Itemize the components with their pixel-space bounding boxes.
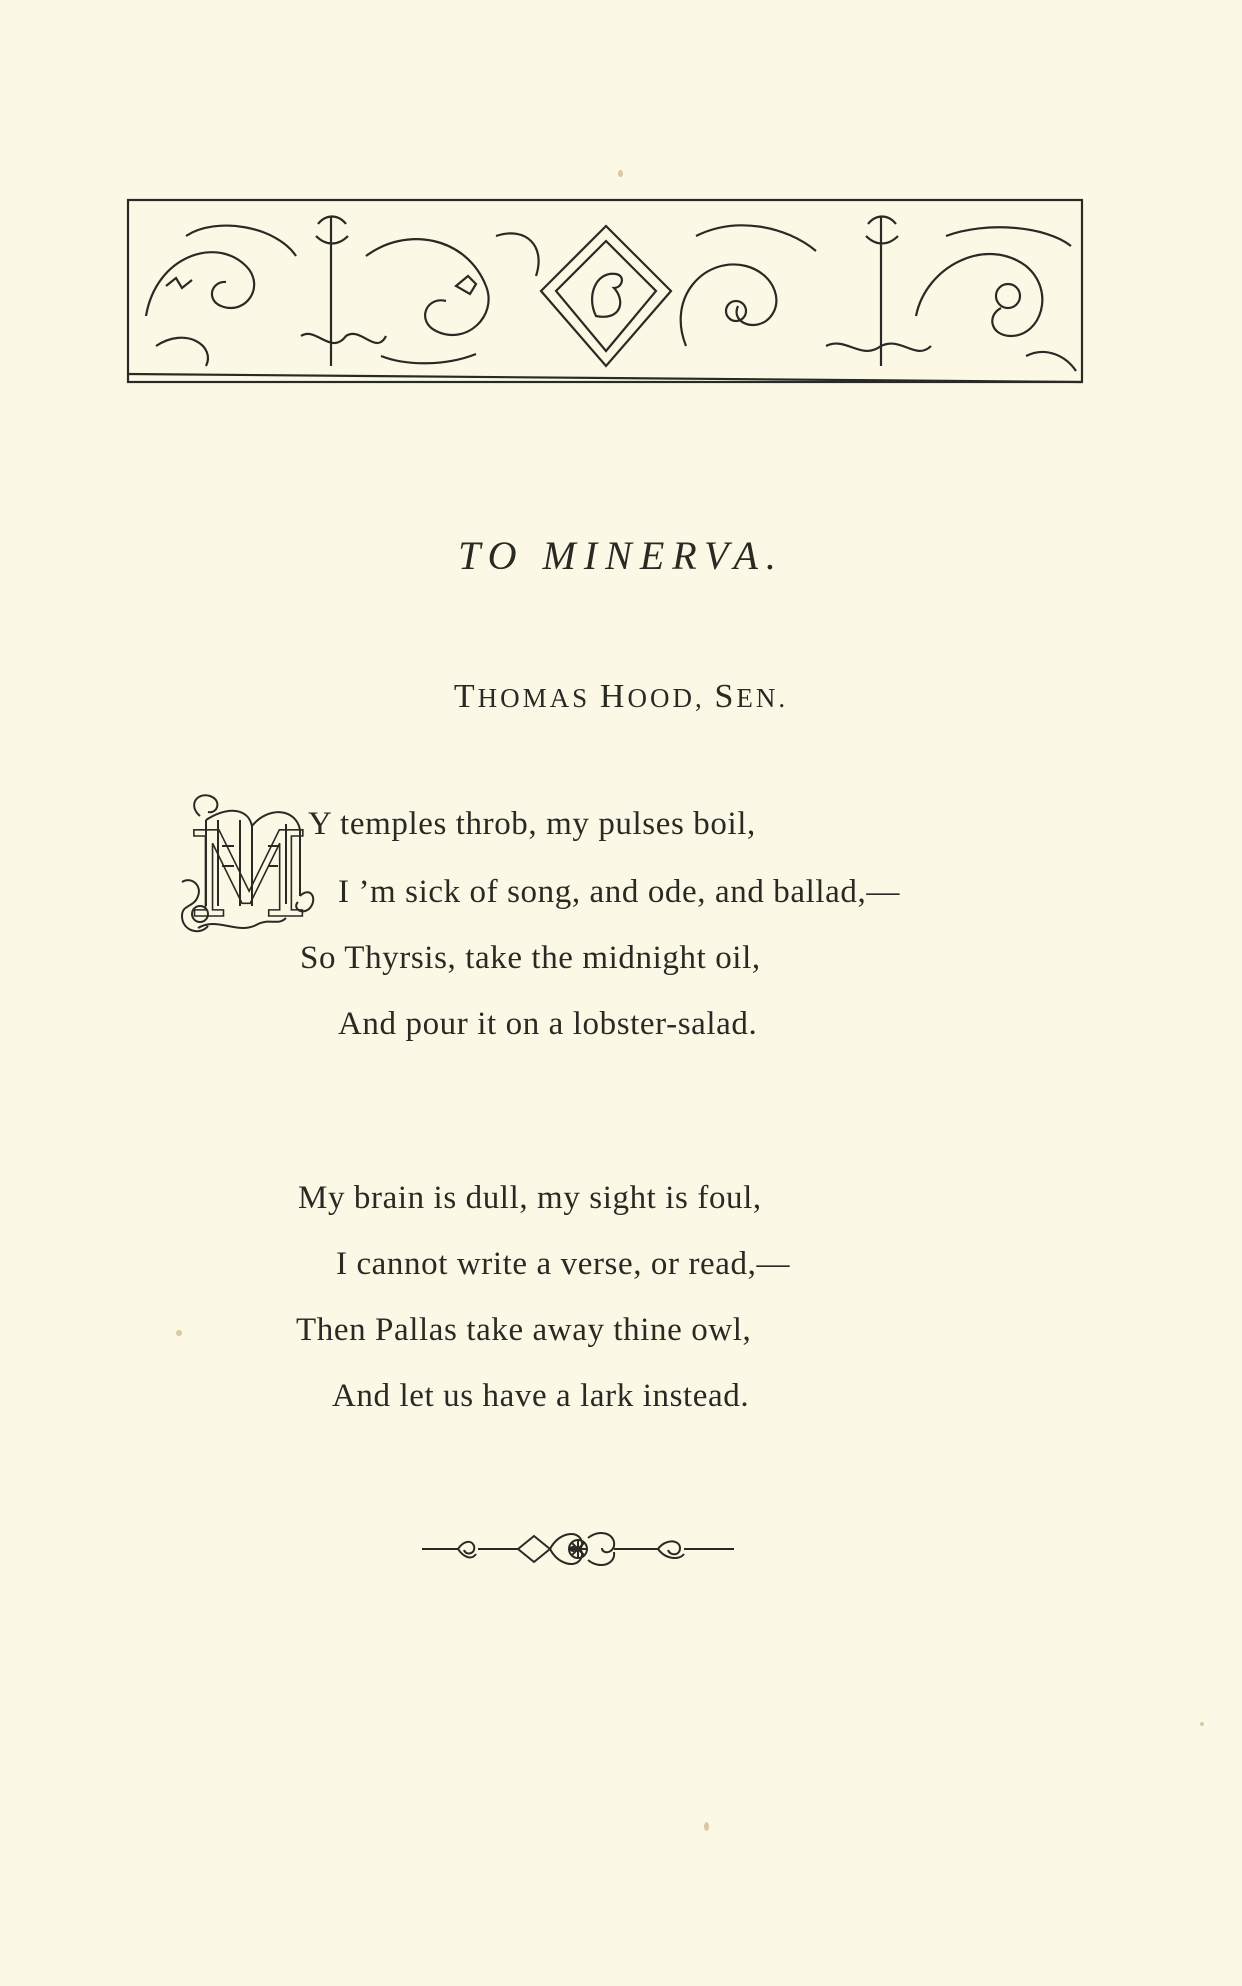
stanza1-line1: Y temples throb, my pulses boil, — [308, 806, 756, 842]
author-initial-1: T — [453, 678, 478, 715]
ornamental-headpiece — [126, 196, 1084, 386]
author-rest-2: OOD, — [627, 683, 705, 713]
stanza1-line4: And pour it on a lobster-salad. — [338, 1006, 758, 1042]
stanza1-line3: So Thyrsis, take the midnight oil, — [300, 940, 761, 976]
visible-tailpiece — [418, 1524, 738, 1574]
author-rest-3: EN. — [736, 683, 789, 713]
stanza2-line2: I cannot write a verse, or read,— — [336, 1246, 791, 1282]
ornamental-tailpiece-flourish — [418, 1936, 738, 1986]
poem-title: TO MINERVA. — [458, 533, 784, 578]
paper-fleck — [704, 1822, 709, 1831]
ornamental-drop-cap-m — [178, 786, 320, 944]
paper-fleck — [1200, 1722, 1204, 1726]
stanza1-line2: I ’m sick of song, and ode, and ballad,— — [338, 874, 900, 910]
author-initial-3: S — [714, 678, 737, 715]
poem-author — [0, 678, 1242, 716]
stanza2-line3: Then Pallas take away thine owl, — [296, 1312, 752, 1348]
paper-fleck — [176, 1330, 182, 1336]
paper-fleck — [618, 170, 623, 177]
stanza2-line4: And let us have a lark instead. — [332, 1378, 750, 1414]
author-initial-2: H — [599, 678, 628, 715]
drop-cap-letter: M — [188, 806, 309, 944]
author-rest-1: HOMAS — [477, 683, 591, 713]
stanza2-line1: My brain is dull, my sight is foul, — [298, 1180, 762, 1216]
